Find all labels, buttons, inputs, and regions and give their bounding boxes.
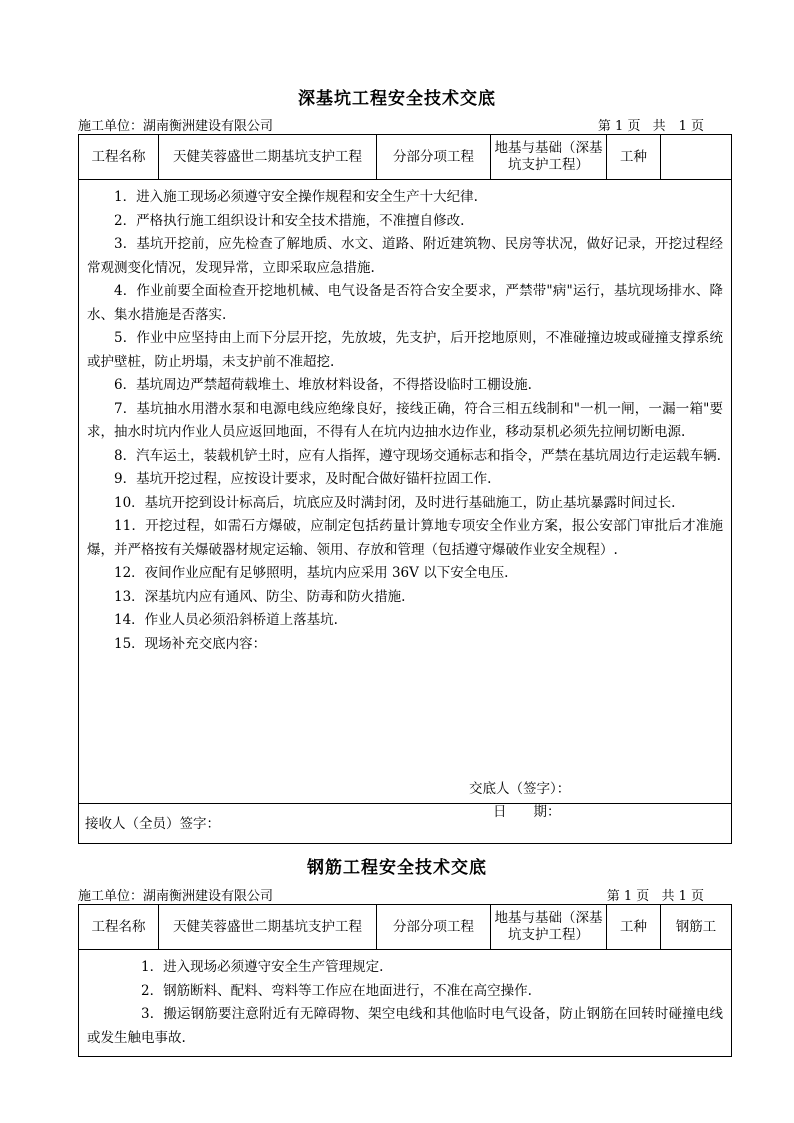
doc1-meta-line bbox=[78, 115, 732, 133]
doc1-content bbox=[79, 180, 731, 820]
doc1-trade-label: 工种 bbox=[607, 135, 661, 179]
doc1-item-5: 5．作业中应坚持由上而下分层开挖，先放坡，先支护，后开挖地原则，不准碰撞边坡或碰撞支撑系统或护壁桩，防止坍塌，未支护前不准超挖. bbox=[87, 330, 723, 370]
doc2-page-number: 第 1 页 bbox=[606, 889, 650, 904]
doc2-subproject-label: 分部分项工程 bbox=[377, 905, 491, 949]
doc1-title: 深基坑工程安全技术交底 bbox=[298, 89, 496, 109]
doc2-item-1: 1．进入现场必须遵守安全生产管理规定. bbox=[141, 959, 384, 975]
doc1-receiver-label: 接收人（全员）签字： bbox=[85, 816, 220, 832]
doc1-subproject-value: 地基与基础（深基坑支护工程） bbox=[491, 135, 607, 179]
doc1-item-7: 7．基坑抽水用潜水泵和电源电线应绝缘良好，接线正确，符合三相五线制和"一机一闸，一漏一箱"要求，抽水时坑内作业人员应返回地面，不得有人在坑内边抽水边作业，移动泵机必须先拉闸切断电源. bbox=[87, 400, 723, 440]
doc1-subproject-label: 分部分项工程 bbox=[377, 135, 491, 179]
doc1-table bbox=[78, 134, 732, 844]
doc2-trade-value: 钢筋工 bbox=[675, 918, 717, 935]
doc1-signer-label: 交底人（签字）： bbox=[469, 781, 571, 797]
doc2-meta-line bbox=[78, 885, 732, 903]
doc1-item-3: 3．基坑开挖前，应先检查了解地质、水文、道路、附近建筑物、民房等状况，做好记录，开挖过程经常观测变化情况，发现异常，立即采取应急措施. bbox=[87, 236, 723, 276]
doc1-item-11: 11．开挖过程，如需石方爆破，应制定包括药量计算地专项安全作业方案，报公安部门审批后才准施爆，并严格按有关爆破器材规定运输、领用、存放和管理（包括遵守爆破作业安全规程）. bbox=[87, 518, 723, 558]
doc2-project-label: 工程名称 bbox=[79, 905, 159, 949]
doc1-header-row bbox=[79, 135, 731, 180]
doc1-item-2: 2．严格执行施工组织设计和安全技术措施，不准擅自修改. bbox=[114, 212, 465, 229]
doc1-date-label: 日 期： bbox=[493, 804, 561, 820]
doc1-item-6: 6．基坑周边严禁超荷载堆土、堆放材料设备，不得搭设临时工棚设施. bbox=[114, 377, 532, 393]
doc1-receiver-row bbox=[79, 803, 731, 845]
doc1-construction-unit: 施工单位：湖南衡洲建设有限公司 bbox=[78, 119, 274, 134]
doc1-item-8: 8．汽车运土，装载机铲土时，应有人指挥，遵守现场交通标志和指令，严禁在基坑周边行走运载车辆. bbox=[114, 447, 721, 464]
doc2-item-2: 2．钢筋断料、配料、弯料等工作应在地面进行，不准在高空操作. bbox=[141, 982, 532, 999]
doc1-item-14: 14．作业人员必须沿斜桥道上落基坑. bbox=[114, 612, 338, 628]
doc1-project-value: 天健芙蓉盛世二期基坑支护工程 bbox=[159, 135, 377, 179]
doc2-project-value: 天健芙蓉盛世二期基坑支护工程 bbox=[159, 905, 377, 949]
doc2-page-total: 共 1 页 bbox=[661, 889, 704, 904]
doc1-item-9: 9．基坑开挖过程，应按设计要求，及时配合做好锚杆拉固工作. bbox=[114, 471, 492, 487]
doc1-page-number: 第 1 页 bbox=[597, 119, 641, 134]
doc1-item-10: 10．基坑开挖到设计标高后，坑底应及时满封闭，及时进行基础施工，防止基坑暴露时间过长. bbox=[114, 494, 676, 511]
doc1-project-label: 工程名称 bbox=[79, 135, 159, 179]
doc1-trade-value bbox=[661, 135, 731, 179]
doc2-table bbox=[78, 904, 732, 1057]
doc1-item-15: 15．现场补充交底内容： bbox=[114, 635, 267, 652]
doc2-title: 钢筋工程安全技术交底 bbox=[307, 858, 487, 878]
doc1-page-total: 共 1 页 bbox=[652, 119, 704, 134]
doc2-subproject-value: 地基与基础（深基坑支护工程） bbox=[491, 905, 607, 949]
doc2-page-info bbox=[599, 885, 704, 904]
doc2-trade-label: 工种 bbox=[607, 905, 661, 949]
doc1-page-info bbox=[590, 115, 704, 134]
doc1-item-1: 1．进入施工现场必须遵守安全操作规程和安全生产十大纪律. bbox=[114, 189, 478, 205]
doc1-item-4: 4．作业前要全面检查开挖地机械、电气设备是否符合安全要求，严禁带"病"运行，基坑现场排水、降水、集水措施是否落实. bbox=[87, 283, 723, 323]
doc1-signer-block bbox=[469, 778, 570, 801]
doc1-item-13: 13．深基坑内应有通风、防尘、防毒和防火措施. bbox=[114, 588, 406, 605]
doc2-header-row bbox=[79, 905, 731, 950]
doc2-content bbox=[79, 950, 731, 1050]
doc1-item-12: 12．夜间作业应配有足够照明，基坑内应采用 36V 以下安全电压. bbox=[114, 565, 509, 581]
doc2-item-3: 3．搬运钢筋要注意附近有无障碍物、架空电线和其他临时电气设备，防止钢筋在回转时碰撞电线或发生触电事故. bbox=[87, 1006, 723, 1046]
doc2-construction-unit: 施工单位：湖南衡洲建设有限公司 bbox=[78, 889, 274, 904]
